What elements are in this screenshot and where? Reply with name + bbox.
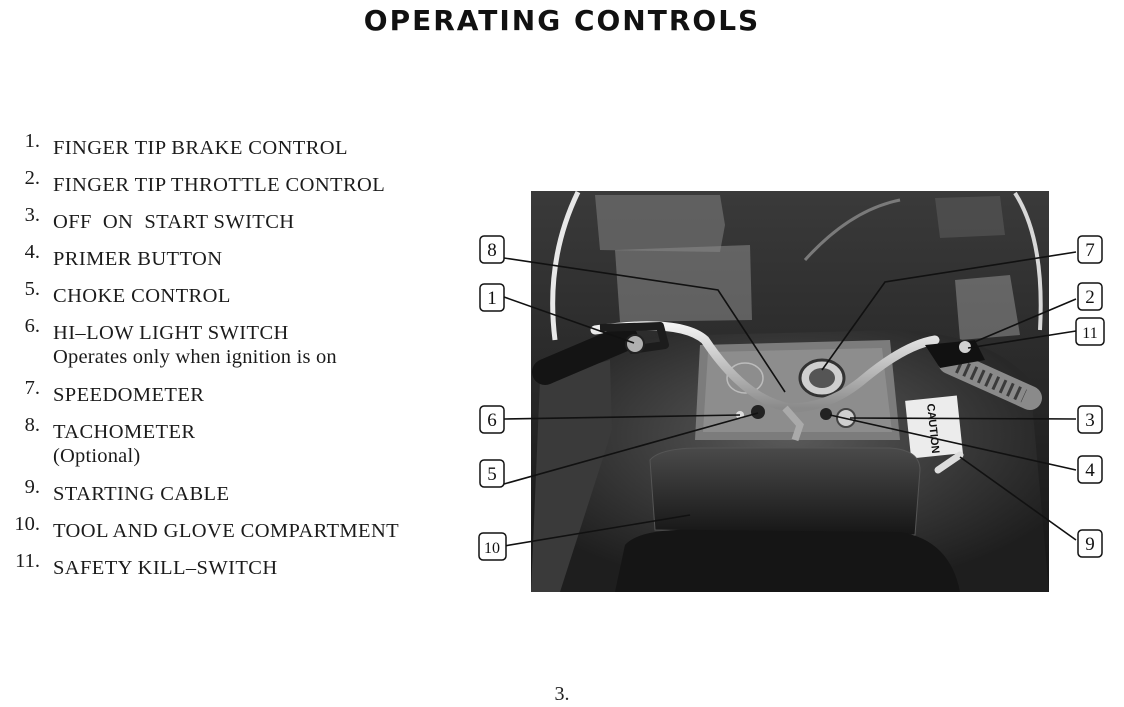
page-number: 3. [554, 683, 570, 705]
item-number: 10. [14, 513, 40, 535]
item-number: 11. [15, 550, 40, 572]
item-number: 4. [24, 241, 40, 263]
speedometer-face [809, 368, 835, 388]
background-shape [595, 195, 725, 252]
item-number: 3. [24, 204, 40, 226]
primer-button [820, 408, 832, 420]
item-label: SPEEDOMETER [53, 384, 205, 406]
item-label: TACHOMETER [53, 421, 196, 443]
item-label: FINGER TIP BRAKE CONTROL [53, 137, 348, 159]
list-item [0, 167, 399, 204]
callout-3: 3 [1085, 410, 1095, 431]
item-number: 6. [24, 315, 40, 337]
item-label: OFF ON START SWITCH [53, 211, 295, 233]
list-item [0, 513, 399, 550]
item-note: (Optional) [53, 445, 141, 467]
kill-switch [959, 341, 971, 353]
leader-3 [850, 418, 1076, 419]
callout-9: 9 [1085, 534, 1095, 555]
controls-photo [478, 186, 1118, 596]
list-item [0, 130, 399, 167]
choke-knob [751, 405, 765, 419]
callout-2: 2 [1085, 287, 1095, 308]
item-label: FINGER TIP THROTTLE CONTROL [53, 174, 386, 196]
item-label: STARTING CABLE [53, 483, 230, 505]
item-number: 8. [24, 414, 40, 436]
caution-label: CAUTION [924, 403, 942, 455]
item-label: SAFETY KILL–SWITCH [53, 557, 278, 579]
list-item [0, 550, 399, 587]
brake-control [626, 335, 644, 353]
callout-11: 11 [1082, 325, 1098, 342]
item-number: 9. [24, 476, 40, 498]
item-number: 5. [24, 278, 40, 300]
callout-4: 4 [1085, 460, 1095, 481]
callout-6: 6 [487, 410, 497, 431]
item-label: PRIMER BUTTON [53, 248, 223, 270]
callout-8: 8 [487, 240, 497, 261]
seat [615, 530, 960, 592]
list-item [0, 414, 399, 476]
callout-10: 10 [484, 540, 500, 557]
list-item [0, 241, 399, 278]
item-label: HI–LOW LIGHT SWITCH [53, 322, 289, 344]
controls-list [0, 130, 399, 587]
item-note: Operates only when ignition is on [53, 346, 337, 368]
list-item [0, 204, 399, 241]
item-number: 7. [24, 377, 40, 399]
callout-7: 7 [1085, 240, 1095, 261]
item-number: 1. [24, 130, 40, 152]
item-label: TOOL AND GLOVE COMPARTMENT [53, 520, 400, 542]
page-title: OPERATING CONTROLS [363, 4, 761, 37]
glove-compartment [650, 448, 920, 535]
item-number: 2. [24, 167, 40, 189]
background-shape [955, 275, 1020, 340]
list-item [0, 476, 399, 513]
callout-1: 1 [487, 288, 497, 309]
list-item [0, 377, 399, 414]
list-item [0, 315, 399, 377]
item-label: CHOKE CONTROL [53, 285, 231, 307]
list-item [0, 278, 399, 315]
callout-5: 5 [487, 464, 497, 485]
background-shape [935, 196, 1005, 238]
